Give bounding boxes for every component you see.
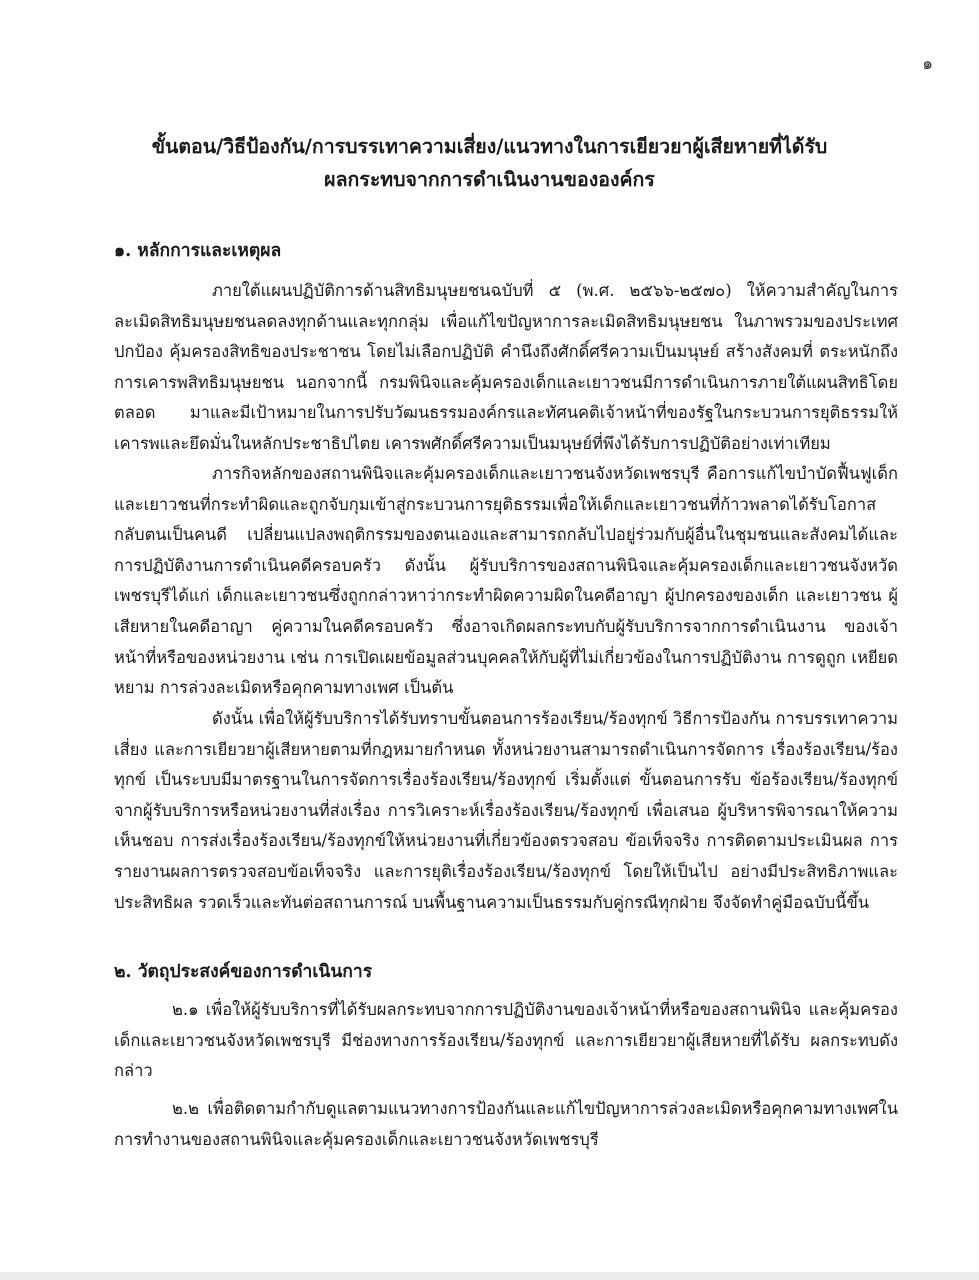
section1-paragraph-3: ดังนั้น เพื่อให้ผู้รับบริการได้รับทราบขั้นตอนการร้องเรียน/ร้องทุกข์ วิธีการป้องกัน การบรรเทาความเสี่ยง และการเยียวยาผู้เสียหายตามที่กฎหมายกำหนด ทั้งหน่วยงานสามารถดำเนินการจัดการ เรื่องร้องเรียน/ร้องทุกข์ เป็นระบบมีมาตรฐานในการจัดการเรื่องร้องเรียน/ร้องทุกข์ เริ่มตั้งแต่ ขั้นตอนการรับ ข้อร้องเรียน/ร้องทุกข์จากผู้รับบริการหรือหน่วยงานที่ส่งเรื่อง การวิเคราะห์เรื่องร้องเรียน/ร้องทุกข์ เพื่อเสนอ ผู้บริหารพิจารณาให้ความเห็นชอบ การส่งเรื่องร้องเรียน/ร้องทุกข์ให้หน่วยงานที่เกี่ยวข้องตรวจสอบ ข้อเท็จจริง การติดตามประเมินผล การรายงานผลการตรวจสอบข้อเท็จจริง และการยุติเรื่องร้องเรียน/ร้องทุกข์ โดยให้เป็นไป อย่างมีประสิทธิภาพและประสิทธิผล รวดเร็วและทันต่อสถานการณ์ บนพื้นฐานความเป็นธรรมกับคู่กรณีทุกฝ่าย จึงจัดทำคู่มือฉบับนี้ขึ้น xyxy=(114,709,898,912)
page-number: ๑ xyxy=(922,54,933,74)
section1-paragraph-1: ภายใต้แผนปฏิบัติการด้านสิทธิมนุษยชนฉบับที่ ๕ (พ.ศ. ๒๕๖๖-๒๕๗๐) ให้ความสำคัญในการละเมิดสิทธิมนุษยชนลดลงทุกด้านและทุกกลุ่ม เพื่อแก้ไขปัญหาการละเมิดสิทธิมนุษยชน ในภาพรวมของประเทศ ปกป้อง คุ้มครองสิทธิของประชาชน โดยไม่เลือกปฏิบัติ คำนึงถึงศักดิ์ศรีความเป็นมนุษย์ สร้างสังคมที่ ตระหนักถึงการเคารพสิทธิมนุษยชน นอกจากนี้ กรมพินิจและคุ้มครองเด็กและเยาวชนมีการดำเนินการภายใต้แผนสิทธิโดยตลอด มาและมีเป้าหมายในการปรับวัฒนธรรมองค์กรและทัศนคติเจ้าหน้าที่ของรัฐในกระบวนการยุติธรรมให้ เคารพและยึดมั่นในหลักประชาธิปไตย เคารพศักดิ์ศรีความเป็นมนุษย์ที่พึงได้รับการปฏิบัติอย่างเท่าเทียม xyxy=(114,281,898,453)
document-title xyxy=(60,130,919,196)
document-title-line2: ผลกระทบจากการดำเนินงานขององค์กร xyxy=(324,168,655,191)
page-bottom-strip xyxy=(0,1272,979,1280)
document-title-line1: ขั้นตอน/วิธีป้องกัน/การบรรเทาความเสี่ยง/แนวทางในการเยียวยาผู้เสียหายที่ได้รับ xyxy=(151,135,828,158)
section2-heading: ๒. วัตถุประสงค์ของการดำเนินการ xyxy=(114,962,373,982)
section1-heading: ๑. หลักการและเหตุผล xyxy=(114,241,282,261)
section2-item-1: ๒.๑ เพื่อให้ผู้รับบริการที่ได้รับผลกระทบจากการปฏิบัติงานของเจ้าหน้าที่หรือของสถานพินิจ และคุ้มครองเด็กและเยาวชนจังหวัดเพชรบุรี มีช่องทางการร้องเรียน/ร้องทุกข์ และการเยียวยาผู้เสียหายที่ได้รับ ผลกระทบดังกล่าว xyxy=(114,1000,898,1081)
section2-item-2: ๒.๒ เพื่อติดตามกำกับดูแลตามแนวทางการป้องกันและแก้ไขปัญหาการล่วงละเมิดหรือคุกคามทางเพศในการทำงานของสถานพินิจและคุ้มครองเด็กและเยาวชนจังหวัดเพชรบุรี xyxy=(114,1099,898,1149)
section1-paragraph-2: ภารกิจหลักของสถานพินิจและคุ้มครองเด็กและเยาวชนจังหวัดเพชรบุรี คือการแก้ไขบำบัดฟื้นฟูเด็กและเยาวชนที่กระทำผิดและถูกจับกุมเข้าสู่กระบวนการยุติธรรมเพื่อให้เด็กและเยาวชนที่ก้าวพลาดได้รับโอกาสกลับตนเป็นคนดี เปลี่ยนแปลงพฤติกรรมของตนเองและสามารถกลับไปอยู่ร่วมกับผู้อื่นในชุมชนและสังคมได้และการปฏิบัติงานการดำเนินคดีครอบครัว ดังนั้น ผู้รับบริการของสถานพินิจและคุ้มครองเด็กและเยาวชนจังหวัดเพชรบุรีได้แก่ เด็กและเยาวชนซึ่งถูกกล่าวหาว่ากระทำผิดความผิดในคดีอาญา ผู้ปกครองของเด็ก และเยาวชน ผู้เสียหายในคดีอาญา คู่ความในคดีครอบครัว ซึ่งอาจเกิดผลกระทบกับผู้รับบริการจากการดำเนินงาน ของเจ้าหน้าที่หรือของหน่วยงาน เช่น การเปิดเผยข้อมูลส่วนบุคคลให้กับผู้ที่ไม่เกี่ยวข้องในการปฏิบัติงาน การดูถูก เหยียดหยาม การล่วงละเมิดหรือคุกคามทางเพศ เป็นต้น xyxy=(114,464,898,698)
